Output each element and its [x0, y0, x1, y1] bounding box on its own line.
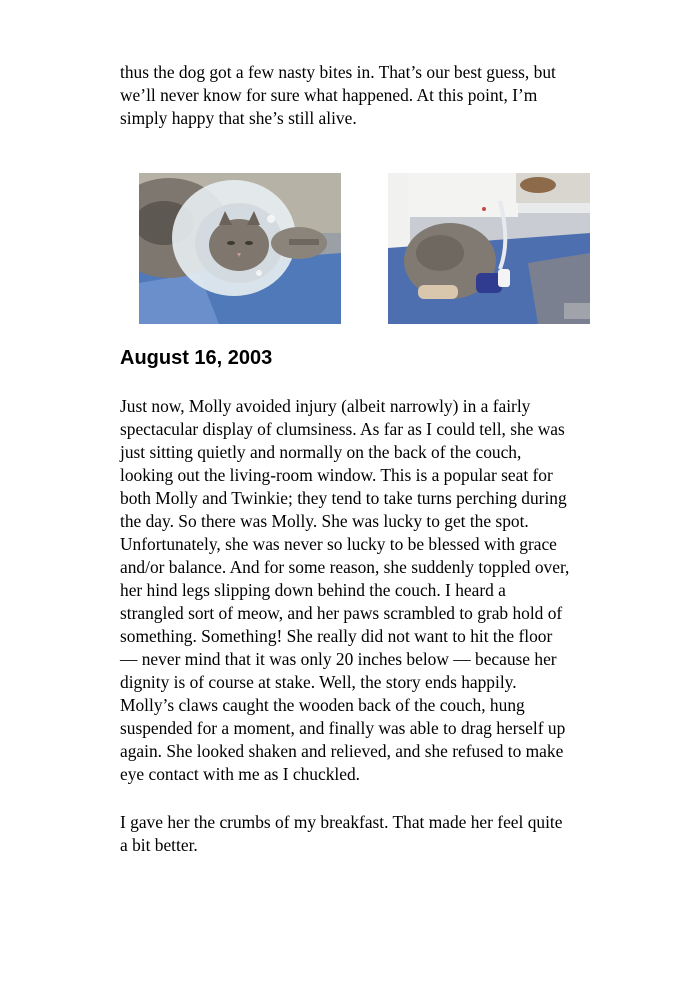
text-line: Molly’s claws caught the wooden back of the couch, hung [120, 695, 525, 715]
text-line: suspended for a moment, and finally was able to drag herself up [120, 718, 566, 738]
entry-date-heading: August 16, 2003 [120, 347, 273, 369]
photo-cat-bandaged-leg [388, 173, 590, 324]
text-line: dignity is of course at stake. Well, the story ends happily. [120, 672, 517, 692]
text-line: her hind legs slipping down behind the couch. I heard a [120, 580, 506, 600]
text-line: Just now, Molly avoided injury (albeit narrowly) in a fairly [120, 396, 531, 416]
intro-paragraph [120, 61, 648, 130]
text-line: strangled sort of meow, and her paws scrambled to grab hold of [120, 603, 563, 623]
text-line: the day. So there was Molly. She was lucky to get the spot. [120, 511, 529, 531]
text-line: spectacular display of clumsiness. As far as I could tell, she was [120, 419, 565, 439]
text-line: thus the dog got a few nasty bites in. That’s our best guess, but [120, 62, 556, 82]
text-line: Unfortunately, she was never so lucky to be blessed with grace [120, 534, 557, 554]
text-line: just sitting quietly and normally on the back of the couch, [120, 442, 522, 462]
photo-cat-cone-collar [139, 173, 341, 324]
text-line: — never mind that it was only 20 inches below — because her [120, 649, 557, 669]
text-line: simply happy that she’s still alive. [120, 108, 357, 128]
entry-paragraph [120, 395, 648, 786]
text-line: a bit better. [120, 835, 198, 855]
text-line: looking out the living-room window. This is a popular seat for [120, 465, 553, 485]
text-line: I gave her the crumbs of my breakfast. That made her feel quite [120, 812, 563, 832]
closing-paragraph [120, 811, 648, 857]
text-line: something. Something! She really did not want to hit the floor [120, 626, 553, 646]
text-line: eye contact with me as I chuckled. [120, 764, 360, 784]
text-line: again. She looked shaken and relieved, and she refused to make [120, 741, 564, 761]
text-line: we’ll never know for sure what happened. At this point, I’m [120, 85, 538, 105]
text-line: both Molly and Twinkie; they tend to take turns perching during [120, 488, 567, 508]
text-line: and/or balance. And for some reason, she suddenly toppled over, [120, 557, 570, 577]
